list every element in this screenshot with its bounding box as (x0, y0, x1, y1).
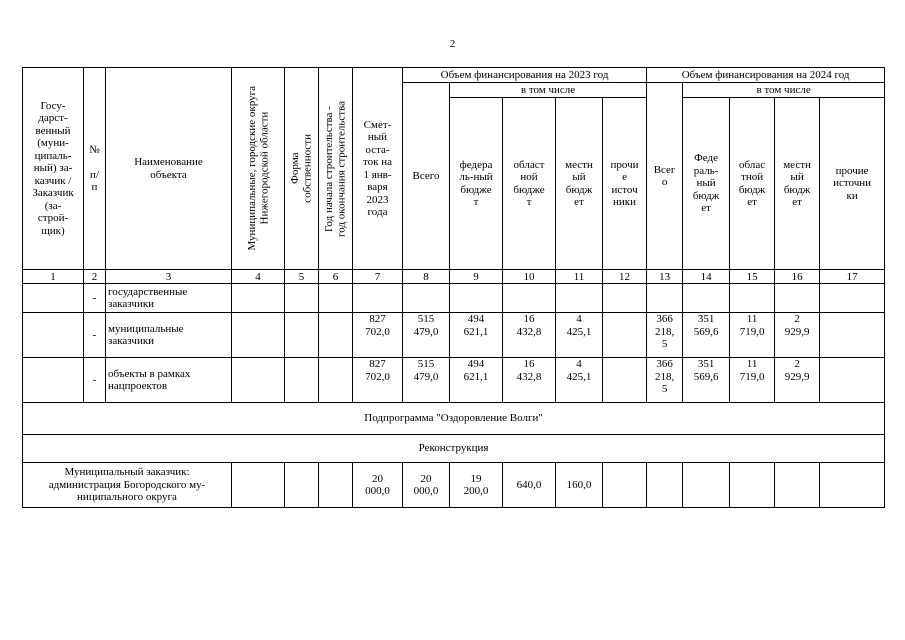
cell-balance: 827 702,0 (353, 313, 403, 358)
header-other-2023: прочи е источ ники (603, 98, 647, 270)
cell-row-number: - (84, 358, 106, 403)
header-municipality-text: Муниципальные, городские округа Нижегородской области (245, 86, 270, 251)
cell-federal-2024: 351 569,6 (683, 313, 730, 358)
column-number: 13 (647, 270, 683, 284)
header-municipality (232, 68, 285, 270)
header-construction-years (319, 68, 353, 270)
header-regional-2023: област ной бюдже т (503, 98, 556, 270)
header-financing-2024: Объем финансирования на 2024 год (647, 68, 885, 83)
cell-local-2023 (556, 284, 603, 313)
header-construction-years-text: Год начала строительства - год окончания строительства (323, 100, 348, 237)
cell-regional-2024: 11 719,0 (730, 358, 775, 403)
cell-total-2024 (647, 463, 683, 508)
table-row (23, 463, 885, 508)
cell-construction-years (319, 284, 353, 313)
page-number: 2 (449, 38, 456, 50)
cell-federal-2024 (683, 284, 730, 313)
cell-local-2024: 2 929,9 (775, 358, 820, 403)
header-other-2024: прочие источни ки (820, 98, 885, 270)
header-federal-2024: Феде раль- ный бюдж ет (683, 98, 730, 270)
table-row (23, 284, 885, 313)
cell-ownership (285, 284, 319, 313)
cell-regional-2023: 640,0 (503, 463, 556, 508)
cell-ownership (285, 313, 319, 358)
cell-balance: 827 702,0 (353, 358, 403, 403)
cell-regional-2023: 16 432,8 (503, 313, 556, 358)
cell-local-2024 (775, 463, 820, 508)
column-number: 15 (730, 270, 775, 284)
cell-federal-2023: 19 200,0 (450, 463, 503, 508)
column-number: 4 (232, 270, 285, 284)
column-number: 5 (285, 270, 319, 284)
column-number: 9 (450, 270, 503, 284)
cell-object-name: муниципальные заказчики (106, 313, 232, 358)
cell-local-2024: 2 929,9 (775, 313, 820, 358)
cell-regional-2024: 11 719,0 (730, 313, 775, 358)
column-number: 3 (106, 270, 232, 284)
cell-regional-2023 (503, 284, 556, 313)
cell-other-2024 (820, 313, 885, 358)
header-object-name: Наименование объекта (106, 68, 232, 270)
cell-total-2024 (647, 284, 683, 313)
cell-local-2023: 4 425,1 (556, 358, 603, 403)
table-row (23, 358, 885, 403)
subprogram-row (23, 403, 885, 435)
cell-federal-2024: 351 569,6 (683, 358, 730, 403)
cell-local-2023: 4 425,1 (556, 313, 603, 358)
cell-row-number: - (84, 284, 106, 313)
column-number: 10 (503, 270, 556, 284)
cell-local-2024 (775, 284, 820, 313)
cell-local-2023: 160,0 (556, 463, 603, 508)
header-customer: Госу- дарст- венный (муни- ципаль- ный) за- казчик / Заказчик (за- строй- щик) (23, 68, 84, 270)
header-federal-2023: федера ль-ный бюдже т (450, 98, 503, 270)
cell-other-2024 (820, 284, 885, 313)
cell-customer (23, 313, 84, 358)
cell-other-2023 (603, 313, 647, 358)
column-number: 14 (683, 270, 730, 284)
cell-regional-2023: 16 432,8 (503, 358, 556, 403)
section-row (23, 435, 885, 463)
header-estimated-balance: Смет- ный оста- ток на 1 янв- варя 2023 года (353, 68, 403, 270)
cell-municipality (232, 463, 285, 508)
cell-regional-2024 (730, 284, 775, 313)
cell-municipality (232, 358, 285, 403)
header-local-2023: местн ый бюдж ет (556, 98, 603, 270)
table-row (23, 313, 885, 358)
cell-municipality (232, 313, 285, 358)
cell-other-2023 (603, 358, 647, 403)
column-number: 1 (23, 270, 84, 284)
column-number: 12 (603, 270, 647, 284)
cell-other-2024 (820, 463, 885, 508)
financing-table (22, 67, 885, 508)
cell-total-2023: 515 479,0 (403, 313, 450, 358)
header-regional-2024: облас тной бюдж ет (730, 98, 775, 270)
cell-regional-2024 (730, 463, 775, 508)
cell-total-2023 (403, 284, 450, 313)
column-number: 7 (353, 270, 403, 284)
cell-balance (353, 284, 403, 313)
cell-customer (23, 358, 84, 403)
header-total-2023: Всего (403, 83, 450, 270)
municipal-customer-label: Муниципальный заказчик: администрация Богородского му- ниципального округа (23, 463, 232, 508)
cell-federal-2023 (450, 284, 503, 313)
cell-customer (23, 284, 84, 313)
header-row-number: № п/ п (84, 68, 106, 270)
header-financing-2023: Объем финансирования на 2023 год (403, 68, 647, 83)
cell-construction-years (319, 358, 353, 403)
cell-other-2024 (820, 358, 885, 403)
header-local-2024: местн ый бюдж ет (775, 98, 820, 270)
column-number: 8 (403, 270, 450, 284)
cell-total-2024: 366 218, 5 (647, 313, 683, 358)
cell-construction-years (319, 313, 353, 358)
cell-balance: 20 000,0 (353, 463, 403, 508)
column-number: 6 (319, 270, 353, 284)
cell-row-number: - (84, 313, 106, 358)
cell-object-name: объекты в рамках нацпроектов (106, 358, 232, 403)
cell-object-name: государственные заказчики (106, 284, 232, 313)
cell-other-2023 (603, 463, 647, 508)
cell-federal-2023: 494 621,1 (450, 358, 503, 403)
cell-ownership (285, 358, 319, 403)
cell-federal-2023: 494 621,1 (450, 313, 503, 358)
header-including-2023: в том числе (450, 83, 647, 98)
cell-construction-years (319, 463, 353, 508)
cell-federal-2024 (683, 463, 730, 508)
column-number: 16 (775, 270, 820, 284)
header-row-1 (23, 68, 885, 83)
subprogram-title: Подпрограмма "Оздоровление Волги" (23, 403, 885, 435)
cell-other-2023 (603, 284, 647, 313)
header-ownership-text: Форма собственности (289, 134, 314, 203)
column-number: 2 (84, 270, 106, 284)
column-numbers-row (23, 270, 885, 284)
cell-total-2023: 515 479,0 (403, 358, 450, 403)
cell-total-2023: 20 000,0 (403, 463, 450, 508)
header-including-2024: в том числе (683, 83, 885, 98)
header-ownership (285, 68, 319, 270)
cell-total-2024: 366 218, 5 (647, 358, 683, 403)
cell-ownership (285, 463, 319, 508)
column-number: 11 (556, 270, 603, 284)
column-number: 17 (820, 270, 885, 284)
section-title: Реконструкция (23, 435, 885, 463)
header-total-2024: Всег о (647, 83, 683, 270)
cell-municipality (232, 284, 285, 313)
